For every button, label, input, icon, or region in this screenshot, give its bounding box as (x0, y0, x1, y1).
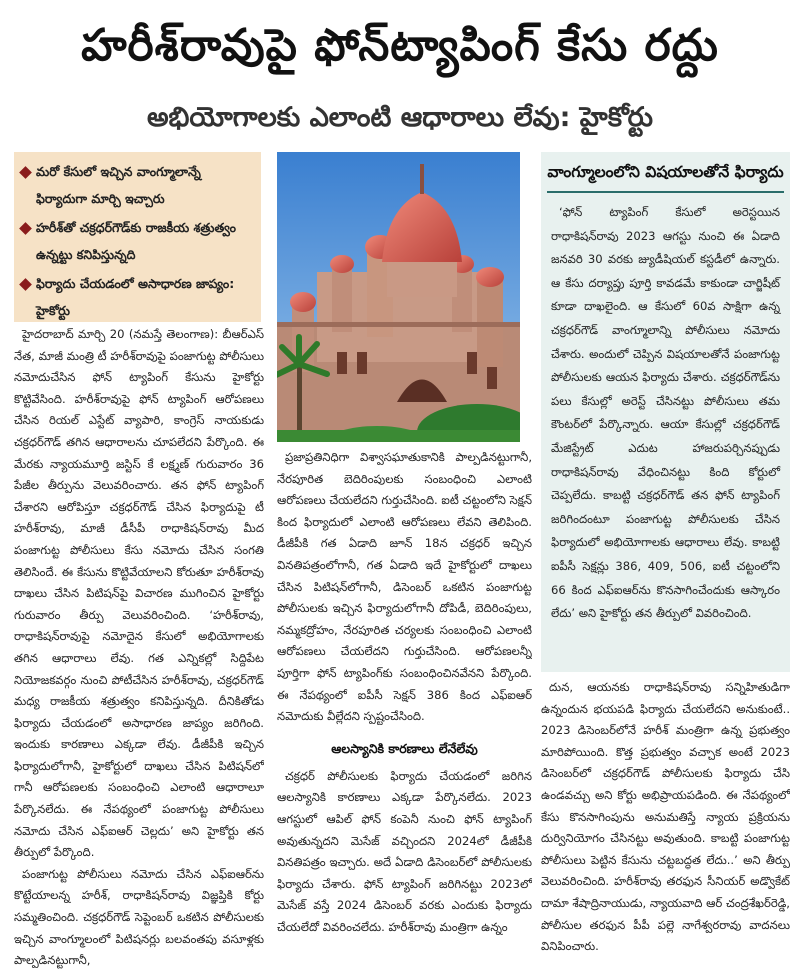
high-court-photo (277, 152, 520, 442)
paragraph: పంజాగుట్ట పోలీసులు నమోదు చేసిన ఎఫ్‌ఐఆర్‌ను కొట్టేయాలన్న హరీశ్‌, రాధాకిషన్‌రావు విజ్ఞప్తికి కోర్టు సమ్మతించింది. చక్రధర్‌గౌడ్‌ సెప్టెంబర్‌ ఒకటిన పోలీసులకు ఇచ్చిన వాంగ్మూలంలో పిటిషనర్లు బలవంతపు వసూళ్లకు పాల్పడినట్టుగానీ, (14, 866, 264, 968)
diamond-bullet-icon (19, 166, 32, 179)
paragraph: హైదరాబాద్‌ మార్చి 20 (నమస్తే తెలంగాణ): బీఆర్‌ఎస్‌ నేత, మాజీ మంత్రి టీ హరీశ్‌రావుపై పంజాగుట్ట పోలీసులు నమోదుచేసిన ఫోన్‌ ట్యాపింగ్‌ కేసును హైకోర్టు కొట్టివేసింది. హరీశ్‌రావుపై ఫోన్‌ ట్యాపింగ్‌ ఆరోపణలు చేసిన రియల్‌ ఎస్టేట్‌ వ్యాపారి, కాంగ్రెస్‌ నాయకుడు చక్రధర్‌గౌడ్‌ తగిన ఆధారాలను చూపలేదని పేర్కొంది. ఈ మేరకు న్యాయమూర్తి జస్టిస్‌ కే లక్ష్మణ్‌ గురువారం 36 పేజీల తీర్పును వెలువరించారు. తన ఫోన్‌ ట్యాపింగ్‌ చేశారని ఆరోపిస్తూ చక్రధర్‌గౌడ్‌ చేసిన ఫిర్యాదుపై టీ హరీశ్‌రావు, మాజీ డీసీపీ రాధాకిషన్‌రావు మీద పంజాగుట్ట పోలీసులు కేసు నమోదు చేసిన సంగతి తెలిసిందే. ఈ కేసును కొట్టివేయాలని కోరుతూ హరీశ్‌రావు దాఖలు చేసిన పిటిషన్‌పై విచారణ ముగించిన హైకోర్టు గురువారం తీర్పు వెలువరించింది. ‘హరీశ్‌రావు, రాధాకిషన్‌రావుపై నమోదైన కేసులో అభియోగాలకు తగిన ఆధారాలు లేవు. గత ఎన్నికల్లో సిద్దిపేట నియోజకవర్గం నుంచి పోటీచేసిన హరీశ్‌రావు, చక్రధర్‌గౌడ్‌ మధ్య రాజకీయ శత్రుత్వం కనిపిస్తున్నది. దీనికితోడు ఫిర్యాదు చేయడంలో అసాధారణ జాప్యం జరిగింది. ఇందుకు కారణాలు ఎక్కడా లేవు. డీజీపీకి ఇచ్చిన ఫిర్యాదులోగానీ, హైకోర్టులో దాఖలు చేసిన పిటిషన్‌లో గానీ ఆరోపణలకు సంబంధించి ఎలాంటి ఆధారాలూ పేర్కొనలేదు. ఈ నేపథ్యంలో పంజాగుట్ట పోలీసులు నమోదు చేసిన ఎఫ్‌ఐఆర్‌ చెల్లదు’ అని హైకోర్టు తన తీర్పులో పేర్కొంది. (14, 327, 264, 860)
subheadline: అభియోగాలకు ఎలాంటి ఆధారాలు లేవు: హైకోర్టు (146, 102, 654, 133)
sidebar-title: వాంగ్మూలంలోని విషయాలతోనే ఫిర్యాదు (547, 163, 784, 181)
paragraph: చక్రధర్‌ పోలీసులకు ఫిర్యాదు చేయడంలో జరిగిన ఆలస్యానికి కారణాలు ఎక్కడా పేర్కొనలేదు. 2023 ఆగస్టులో ఆపిల్‌ ఫోన్‌ కంపెనీ నుంచి ఫోన్‌ ట్యాపింగ్‌ అవుతున్నదని మెసేజ్‌ వచ్చిందని 2024లో డీజీపీకి వినతిపత్రం ఇచ్చారు. అదే ఏడాది డిసెంబర్‌లో పోలీసులకు ఫిర్యాదు చేశారు. ఫోన్‌ ట్యాపింగ్‌ జరిగినట్టు 2023లో మెసేజ్‌ వస్తే 2024 డిసెంబర్‌ వరకు ఎందుకు ఫిర్యాదు చేయలేదో వివరించలేదు. హరీశ్‌రావు మంత్రిగా ఉన్నం (277, 768, 532, 934)
sidebar-box (541, 152, 790, 672)
section-heading: ఆలస్యానికి కారణాలు లేనేలేవు (331, 740, 478, 756)
diamond-bullet-icon (19, 278, 32, 291)
article-column-2 (277, 447, 532, 972)
highlights-box (14, 152, 261, 322)
article-column-3 (541, 677, 790, 974)
headline: హరీశ్‌రావుపై ఫోన్‌ట్యాపింగ్‌ కేసు రద్దు (81, 20, 719, 71)
highlight-item: మరో కేసులో ఇచ్చిన వాంగ్మూలాన్నే ఫిర్యాదుగా మార్చి ఇచ్చారు (20, 158, 255, 212)
sidebar-text: ‘ఫోన్‌ ట్యాపింగ్‌ కేసులో అరెస్టయిన రాధాకిషన్‌రావు 2023 ఆగస్టు నుంచి ఈ ఏడాది జనవరి 30 వరకు జ్యుడీషియల్‌ కస్టడీలో ఉన్నారు. ఆ కేసు దర్యాప్తు పూర్తి కావడమే కాకుండా చార్జిషీట్‌ కూడా దాఖలైంది. ఆ కేసులో 60వ సాక్షిగా ఉన్న చక్రధర్‌గౌడ్‌ వాంగ్మూలాన్ని పోలీసులు నమోదు చేశారు. అందులో చెప్పిన విషయాలతోనే పంజాగుట్ట పోలీసులకు ఆయన ఫిర్యాదు చేశారు. చక్రధర్‌గౌడ్‌ను పలు కేసుల్లో అరెస్ట్‌ చేసినట్టు పోలీసులు తమ కౌంటర్‌లో పేర్కొన్నారు. ఆయా కేసుల్లో చక్రధర్‌గౌడ్‌ మేజిస్ట్రేట్‌ ఎదుట హాజరుపర్చినప్పుడు రాధాకిషన్‌రావు వేధించినట్టు కింది కోర్టులో చెప్పలేదు. కాబట్టి చక్రధర్‌గౌడ్‌ తన ఫోన్‌ ట్యాపింగ్‌ జరిగిందంటూ పంజాగుట్ట పోలీసులకు చేసిన ఫిర్యాదులో అభియోగాలకు ఆధారాలు లేవు. కాబట్టి ఐపీసీ సెక్షన్లు 386, 409, 506, ఐటీ చట్టంలోని 66 కింద ఎఫ్‌ఐఆర్‌ను కొనసాగించేందుకు ఆస్కారం లేదు’ అని హైకోర్టు తన తీర్పులో వివరించింది. (551, 205, 780, 621)
highlight-item: హరీశ్‌తో చక్రధర్‌గౌడ్‌కు రాజకీయ శత్రుత్వం ఉన్నట్టు కనిపిస్తున్నది (20, 214, 255, 268)
paragraph: దున, ఆయనకు రాధాకిషన్‌రావు సన్నిహితుడిగా ఉన్నందున భయపడి ఫిర్యాదు చేయలేదని అనుకుంటే.. 2023 డిసెంబర్‌లోనే హరీశ్‌ మంత్రిగా ఉన్న ప్రభుత్వం మారిపోయింది. కొత్త ప్రభుత్వం వచ్చాక అంటే 2023 డిసెంబర్‌లో చక్రధర్‌గౌడ్‌ పోలీసులకు ఫిర్యాదు చేసి ఉండవచ్చు అని కోర్టు అభిప్రాయపడింది. ఈ నేపథ్యంలో కేసు కొనసాగింపును అనుమతిస్తే న్యాయ ప్రక్రియను దుర్వినియోగం చేసినట్టు అవుతుంది. కాబట్టి పంజాగుట్ట పోలీసులు పెట్టిన కేసును చట్టబద్ధత లేదు..’ అని తీర్పు వెలువరించింది. హరీశ్‌రావు తరఫున సీనియర్‌ అడ్వొకేట్‌ దామా శేషాద్రినాయుడు, న్యాయవాది ఆర్‌ చంద్రశేఖర్‌రెడ్డి, పోలీసుల తరఫున పీపీ పల్లె నాగేశ్వరరావు వాదనలు వినిపించారు. (541, 680, 790, 954)
highlight-item: ఫిర్యాదు చేయడంలో అసాధారణ జాప్యం: హైకోర్టు (20, 270, 255, 324)
article-column-1 (14, 324, 264, 974)
diamond-bullet-icon (19, 222, 32, 235)
paragraph: ప్రజాప్రతినిధిగా విశ్వాసఘాతుకానికి పాల్పడినట్టుగానీ, నేరపూరిత బెదిరింపులకు సంబంధించి ఎలాంటి ఆరోపణలు చేయలేదని గుర్తుచేసింది. ఐటీ చట్టంలోని సెక్షన్‌ కింద ఫిర్యాదులో ఎలాంటి ఆరోపణలు లేవని తెలిపింది. డీజీపీకి గత ఏడాది జూన్‌ 18న చక్రధర్‌ ఇచ్చిన వినతిపత్రంలోగానీ, గత ఏడాది ఇదే హైకోర్టులో దాఖలు చేసిన పిటిషన్‌లోగానీ, డిసెంబర్‌ ఒకటిన పంజాగుట్ట పోలీసులకు ఇచ్చిన ఫిర్యాదులోగానీ దోపిడీ, బెదిరింపులు, నమ్మకద్రోహం, నేరపూరిత చర్యలకు సంబంధించి ఎలాంటి ఆరోపణలు చేయలేదని గుర్తుచేసింది. ఆరోపణలన్నీ పూర్తిగా ఫోన్‌ ట్యాపింగ్‌కు సంబంధించినవేనని పేర్కొంది. ఈ నేపథ్యంలో ఐపీసీ సెక్షన్‌ 386 కింద ఎఫ్‌ఐఆర్‌ నమోదుకు వీల్లేదని స్పష్టంచేసింది. (277, 450, 532, 724)
